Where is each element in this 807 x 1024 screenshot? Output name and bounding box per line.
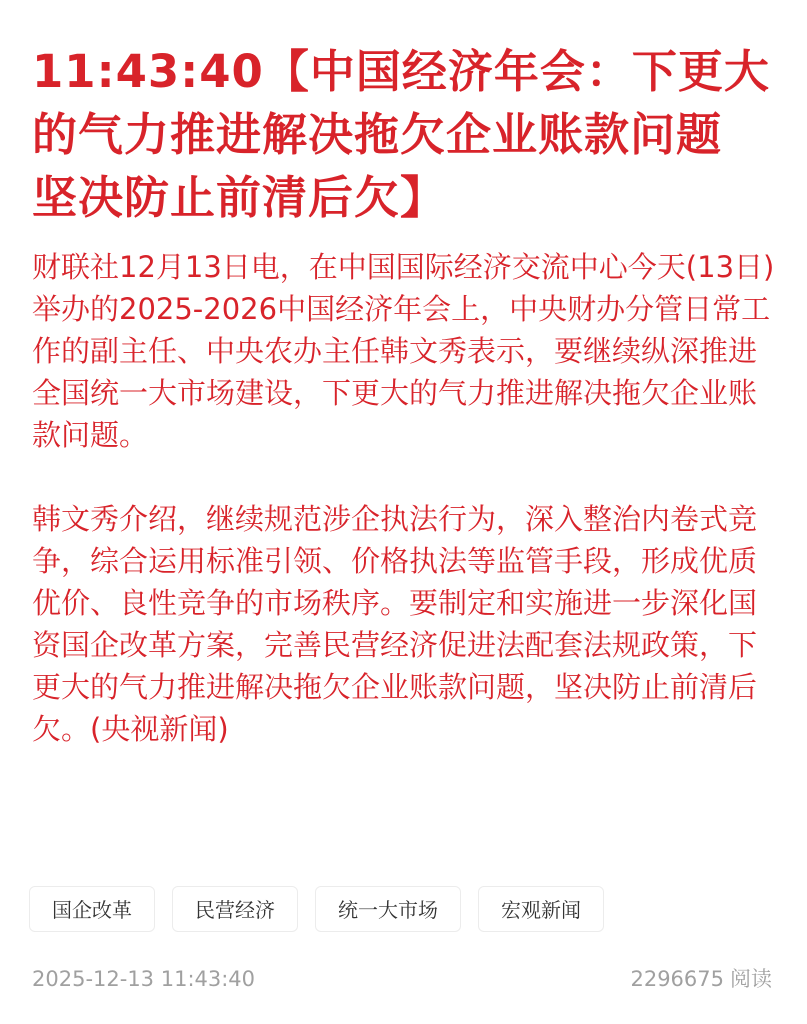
tag-macro-news[interactable]: 宏观新闻 [478,886,604,932]
publish-timestamp: 2025-12-13 11:43:40 [32,967,256,991]
read-count [630,962,772,996]
tag-soe-reform[interactable]: 国企改革 [29,886,155,932]
article-headline: 11:43:40【中国经济年会：下更大的气力推进解决拖欠企业账款问题 坚决防止前清后欠】 [32,45,770,224]
read-count-value: 2296675 [630,967,724,991]
article-meta [32,962,772,996]
tag-unified-market[interactable]: 统一大市场 [315,886,461,932]
article-paragraph-2: 韩文秀介绍，继续规范涉企执法行为，深入整治内卷式竞争，综合运用标准引领、价格执法等监管手段，形成优质优价、良性竞争的市场秩序。要制定和实施进一步深化国资国企改革方案，完善民营经济促进法配套法规政策，下更大的气力推进解决拖欠企业账款问题，坚决防止前清后欠。(央视新闻) [32,502,758,746]
read-count-label: 阅读 [730,967,772,991]
article-paragraph-1: 财联社12月13日电，在中国国际经济交流中心今天(13日)举办的2025-2026中国经济年会上，中央财办分管日常工作的副主任、中央农办主任韩文秀表示，要继续纵深推进全国统一大市场建设，下更大的气力推进解决拖欠企业账款问题。 [32,250,775,452]
tag-private-economy[interactable]: 民营经济 [172,886,298,932]
tag-list [29,886,604,932]
article [32,40,777,750]
